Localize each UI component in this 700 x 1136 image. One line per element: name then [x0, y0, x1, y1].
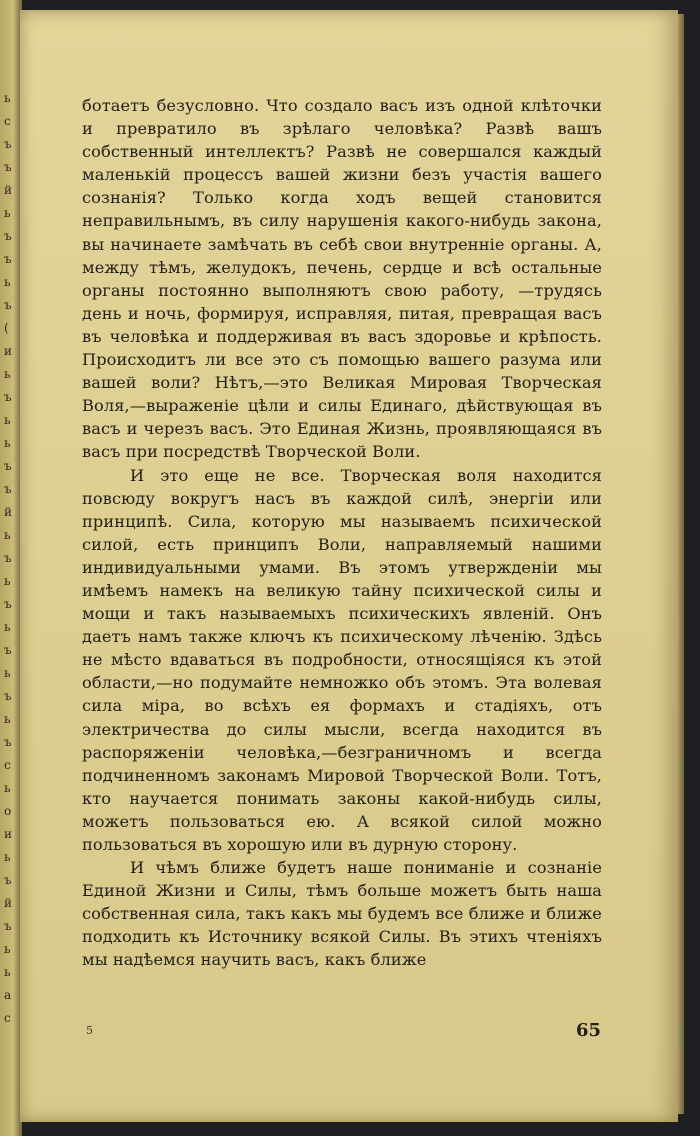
paragraph-3: И чѣмъ ближе будетъ наше пониманіе и сознаніе Единой Жизни и Силы, тѣмъ больше можетъ быть наша собственная сила, такъ какъ мы будемъ все ближе и ближе подходить къ Источнику всякой Силы. Въ этихъ чтеніяхъ мы надѣемся научить васъ, какъ ближе: [82, 858, 602, 970]
facing-page-glyph: ъ: [4, 643, 12, 657]
facing-page-glyph: ь: [4, 528, 11, 542]
facing-page-glyph: й: [4, 183, 12, 197]
facing-page-glyph: ь: [4, 850, 11, 864]
facing-page-glyph: й: [4, 896, 12, 910]
facing-page-glyph: и: [4, 827, 12, 841]
facing-page-glyph: ъ: [4, 390, 12, 404]
facing-page-glyph: ъ: [4, 919, 12, 933]
facing-page-glyph: о: [4, 804, 12, 818]
facing-page-glyph: ь: [4, 712, 11, 726]
facing-page-glyph: ь: [4, 413, 11, 427]
facing-page-glyph: с: [4, 114, 11, 128]
facing-page-glyph: ъ: [4, 735, 12, 749]
facing-page-glyph: ь: [4, 965, 11, 979]
book-page: [20, 10, 678, 1122]
paragraph-1: ботаетъ безусловно. Что создало васъ изъ одной клѣточки и превратило въ зрѣлаго человѣка? Развѣ вашъ собственный интеллектъ? Развѣ не совершался каждый маленькій процессъ вашей жизни безъ участія вашего сознанія? Только когда ходъ вещей становится неправильнымъ, въ силу нарушенія какого-нибудь закона, вы начинаете замѣчать въ себѣ свои внутренніе органы. А, между тѣмъ, желудокъ, печень, сердце и всѣ остальные органы постоянно выполняютъ свою работу, —трудясь день и ночь, формируя, исправляя, питая, превращая васъ въ человѣка и поддерживая въ васъ здоровье и крѣпость. Происходитъ ли все это съ помощью вашего разума или вашей воли? Нѣтъ,—это Великая Мировая Творческая Воля,—выраженіе цѣли и силы Единаго, дѣйствующая въ васъ и черезъ васъ. Это Единая Жизнь, проявляющаяся въ васъ при посредствѣ Творческой Воли.: [82, 96, 602, 462]
facing-page-glyph: ь: [4, 666, 11, 680]
facing-page-glyph: ь: [4, 620, 11, 634]
facing-page-edge: [0, 0, 22, 1136]
facing-page-glyph: ь: [4, 942, 11, 956]
facing-page-glyph: ъ: [4, 160, 12, 174]
facing-page-glyph: ъ: [4, 137, 12, 151]
facing-page-glyph: й: [4, 505, 12, 519]
facing-page-glyph: ъ: [4, 689, 12, 703]
page-stack-edge: [678, 14, 684, 1114]
facing-page-glyph: ъ: [4, 459, 12, 473]
facing-page-glyph: с: [4, 1011, 11, 1025]
facing-page-glyph: ь: [4, 436, 11, 450]
facing-page-glyph: ъ: [4, 482, 12, 496]
facing-page-glyph: ь: [4, 91, 11, 105]
printer-signature-mark: 5: [86, 1024, 93, 1037]
facing-page-glyph: ъ: [4, 551, 12, 565]
facing-page-glyph: (: [4, 321, 9, 335]
facing-page-glyph: ъ: [4, 252, 12, 266]
facing-page-glyph: ъ: [4, 298, 12, 312]
page-body-text: [82, 94, 602, 972]
facing-page-glyph: ь: [4, 206, 11, 220]
facing-page-glyph: ъ: [4, 597, 12, 611]
facing-page-glyph: и: [4, 344, 12, 358]
facing-page-glyph: ь: [4, 574, 11, 588]
paragraph-2: И это еще не все. Творческая воля находится повсюду вокругъ насъ въ каждой силѣ, энергіи или принципѣ. Сила, которую мы называемъ психической силой, есть принципъ Воли, направляемый нашими индивидуальными умами. Въ этомъ утвержденіи мы имѣемъ намекъ на великую тайну психической силы и мощи и такъ называемыхъ психическихъ явленій. Онъ даетъ намъ также ключъ къ психическому лѣченію. Здѣсь не мѣсто вдаваться въ подробности, относящіяся къ этой области,—но подумайте немножко объ этомъ. Эта волевая сила міра, во всѣхъ ея формахъ и стадіяхъ, отъ электричества до силы мысли, всегда находится въ распоряженіи человѣка,—безграничномъ и всегда подчиненномъ законамъ Мировой Творческой Воли. Тотъ, кто научается понимать законы какой-нибудь силы, можетъ пользоваться ею. А всякой силой можно пользоваться въ хорошую или въ дурную сторону.: [82, 465, 602, 854]
facing-page-glyph: ъ: [4, 873, 12, 887]
facing-page-glyph: ъ: [4, 229, 12, 243]
facing-page-glyph: ь: [4, 367, 11, 381]
page-number: 65: [576, 1020, 602, 1041]
facing-page-glyph: а: [4, 988, 12, 1002]
facing-page-glyph: с: [4, 758, 11, 772]
facing-page-glyph: ь: [4, 781, 11, 795]
facing-page-glyph: ь: [4, 275, 11, 289]
